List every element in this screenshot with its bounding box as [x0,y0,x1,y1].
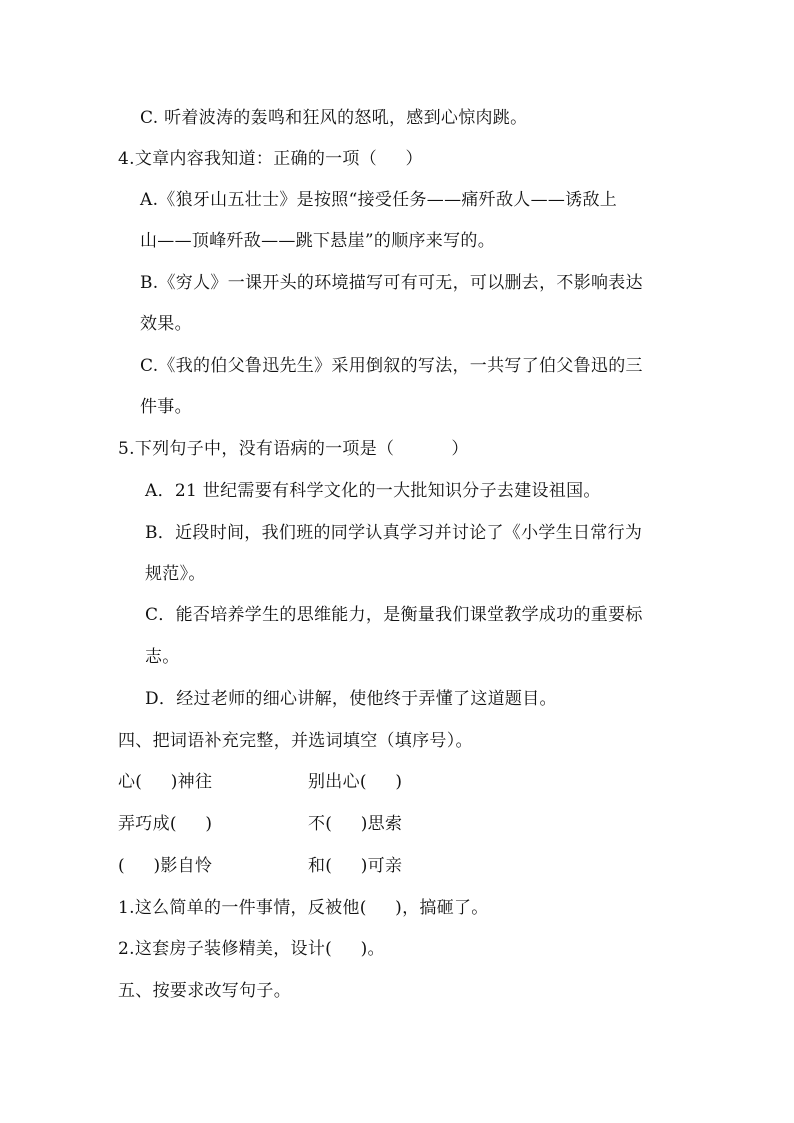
q5-option-b-line1: B．近段时间，我们班的同学认真学习并讨论了《小学生日常行为 [145,523,643,543]
fill-sentence-2: 2.这套房子装修精美，设计( )。 [118,939,385,959]
q4-option-a-line1: A.《狼牙山五壮士》是按照“接受任务——痛歼敌人——诱敌上 [140,190,618,210]
section5-heading: 五、按要求改写句子。 [118,981,291,1001]
q5-option-d: D．经过老师的细心讲解，使他终于弄懂了这道题目。 [145,689,557,709]
word-blank-1: 心( )神往 [118,772,213,792]
word-blank-6: 和( )可亲 [308,856,403,876]
word-blank-4: 不( )思索 [308,814,403,834]
q5-option-c-line2: 志。 [145,647,180,667]
q5-stem: 5.下列句子中，没有语病的一项是（ ） [118,439,469,459]
q4-stem: 4.文章内容我知道：正确的一项（ ） [118,149,423,169]
q5-option-c-line1: C．能否培养学生的思维能力，是衡量我们课堂教学成功的重要标 [145,605,643,625]
section4-heading: 四、把词语补充完整，并选词填空（填序号）。 [118,731,473,751]
q4-option-c-line1: C.《我的伯父鲁迅先生》采用倒叙的写法，一共写了伯父鲁迅的三 [140,356,643,376]
word-blank-2: 别出心( ) [308,772,403,792]
fill-sentence-1: 1.这么简单的一件事情，反被他( )，搞砸了。 [118,898,489,918]
q3-option-c: C. 听着波涛的轰鸣和狂风的怒吼，感到心惊肉跳。 [140,108,528,128]
q4-option-a-line2: 山——顶峰歼敌——跳下悬崖”的顺序来写的。 [140,231,495,251]
word-blank-3: 弄巧成( ) [118,814,213,834]
q5-option-a: A．21 世纪需要有科学文化的一大批知识分子去建设祖国。 [145,481,601,501]
q4-option-b-line2: 效果。 [140,314,192,334]
q5-option-b-line2: 规范》。 [145,564,206,584]
q4-option-b-line1: B.《穷人》一课开头的环境描写可有可无，可以删去，不影响表达 [140,273,643,293]
q4-option-c-line2: 件事。 [140,397,192,417]
word-blank-5: ( )影自怜 [118,856,213,876]
